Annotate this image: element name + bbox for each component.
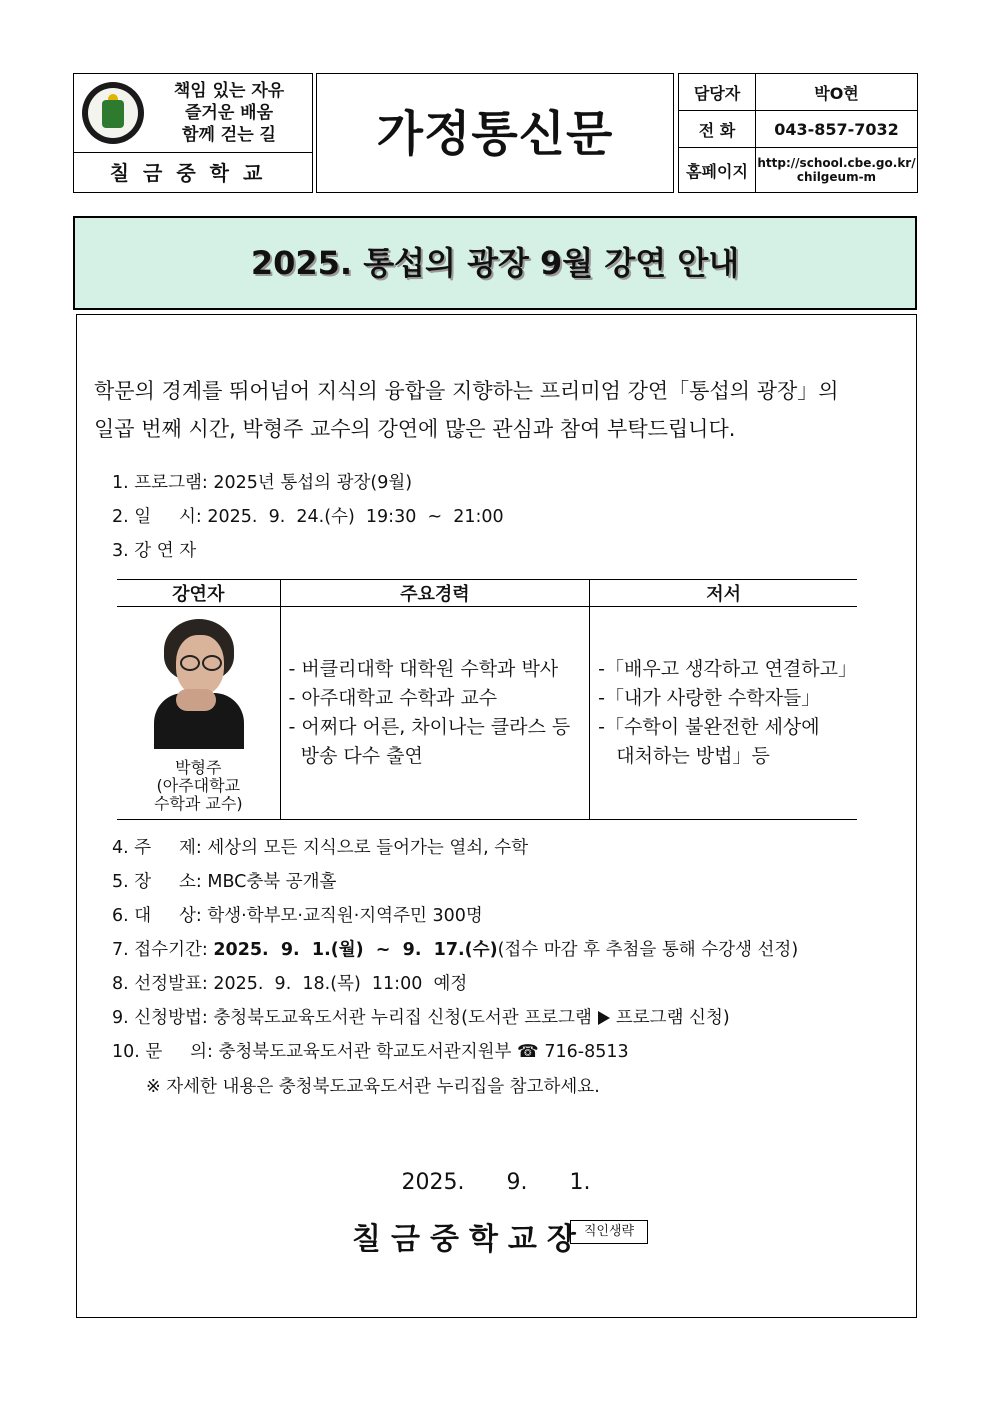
registration-note: (접수 마감 후 추첨을 통해 수강생 선정) — [497, 940, 799, 960]
notice-banner — [73, 216, 917, 310]
speaker-cell — [117, 607, 280, 820]
application-text: 9. 신청방법: 충청북도교육도서관 누리집 신청(도서관 프로그램 — [112, 1008, 592, 1028]
application-text-end: 프로그램 신청) — [615, 1008, 730, 1028]
speaker-name-line-1: 박형주 — [175, 758, 222, 777]
motto-line-1: 책임 있는 자유 — [173, 81, 285, 101]
notice-title: 2025. 통섭의 광장 9월 강연 안내 — [250, 244, 740, 282]
speaker-table-header-books: 저서 — [590, 580, 857, 607]
school-logo-icon — [82, 82, 144, 144]
registration-period: 2025. 9. 1.(월) ~ 9. 17.(수) — [213, 940, 498, 960]
registration-label: 7. 접수기간: — [112, 940, 214, 960]
item-inquiry: 10. 문 의: 충청북도교육도서관 학교도서관지원부 ☎ 716-8513 — [112, 1042, 629, 1062]
item-topic: 4. 주 제: 세상의 모든 지식으로 들어가는 열쇠, 수학 — [112, 838, 529, 858]
intro-line-2: 일곱 번째 시간, 박형주 교수의 강연에 많은 관심과 참여 부탁드립니다. — [94, 417, 736, 441]
career-item: - 아주대학교 수학과 교수 — [288, 687, 498, 709]
intro-paragraph — [94, 372, 874, 448]
item-program: 1. 프로그램: 2025년 통섭의 광장(9월) — [112, 473, 413, 493]
manager-label: 담당자 — [679, 74, 756, 111]
item-place: 5. 장 소: MBC충북 공개홀 — [112, 872, 337, 892]
speaker-name-line-3: 수학과 교수) — [153, 794, 243, 813]
speaker-name — [117, 759, 280, 815]
phone-value: 043-857-7032 — [756, 111, 918, 148]
item-datetime: 2. 일 시: 2025. 9. 24.(수) 19:30 ~ 21:00 — [112, 507, 504, 527]
item-application — [112, 1006, 730, 1030]
school-motto — [154, 80, 304, 146]
item-registration — [112, 938, 798, 962]
career-item: 방송 다수 출연 — [288, 745, 423, 767]
book-item: -「배우고 생각하고 연결하고」 — [598, 658, 857, 680]
phone-label: 전 화 — [679, 111, 756, 148]
book-item: 대처하는 방법」등 — [598, 745, 770, 767]
career-cell — [280, 607, 590, 820]
manager-value: 박O현 — [756, 74, 918, 111]
homepage-label: 홈페이지 — [679, 148, 756, 193]
homepage-link[interactable] — [756, 148, 918, 193]
speaker-photo — [150, 617, 246, 749]
issue-date: 2025. 9. 1. — [401, 1170, 591, 1195]
reference-note: ※ 자세한 내용은 충청북도교육도서관 누리집을 참고하세요. — [146, 1077, 600, 1097]
career-item: - 버클리대학 대학원 수학과 박사 — [288, 658, 559, 680]
career-item: - 어쩌다 어른, 차이나는 클라스 등 — [288, 716, 571, 738]
homepage-url-line-2: chilgeum-m — [796, 170, 877, 185]
books-cell — [590, 607, 857, 820]
title-box — [316, 73, 674, 193]
speaker-table-header-career: 주요경력 — [280, 580, 590, 607]
speaker-table — [117, 579, 857, 820]
arrow-right-icon — [598, 1011, 610, 1025]
item-target: 6. 대 상: 학생·학부모·교직원·지역주민 300명 — [112, 906, 483, 926]
page-title: 가정통신문 — [376, 106, 614, 162]
homepage-url-line-1: http://school.cbe.go.kr/ — [757, 156, 916, 171]
seal-omitted-stamp: 직인생략 — [570, 1220, 648, 1244]
school-motto-box — [73, 73, 313, 193]
item-speaker: 3. 강 연 자 — [112, 541, 197, 561]
principal-signature: 칠금중학교장 — [352, 1222, 586, 1257]
item-announcement: 8. 선정발표: 2025. 9. 18.(목) 11:00 예정 — [112, 974, 468, 994]
motto-line-2: 즐거운 배움 — [184, 103, 274, 123]
book-item: -「수학이 불완전한 세상에 — [598, 716, 820, 738]
speaker-table-header-speaker: 강연자 — [117, 580, 280, 607]
speaker-name-line-2: (아주대학교 — [156, 776, 241, 795]
school-name: 칠금중학교 — [109, 161, 277, 185]
contact-info-table — [678, 73, 918, 193]
motto-line-3: 함께 걷는 길 — [182, 125, 276, 145]
intro-line-1: 학문의 경계를 뛰어넘어 지식의 융합을 지향하는 프리미엄 강연「통섭의 광장」의 — [94, 379, 839, 403]
divider — [74, 152, 312, 153]
book-item: -「내가 사랑한 수학자들」 — [598, 687, 821, 709]
